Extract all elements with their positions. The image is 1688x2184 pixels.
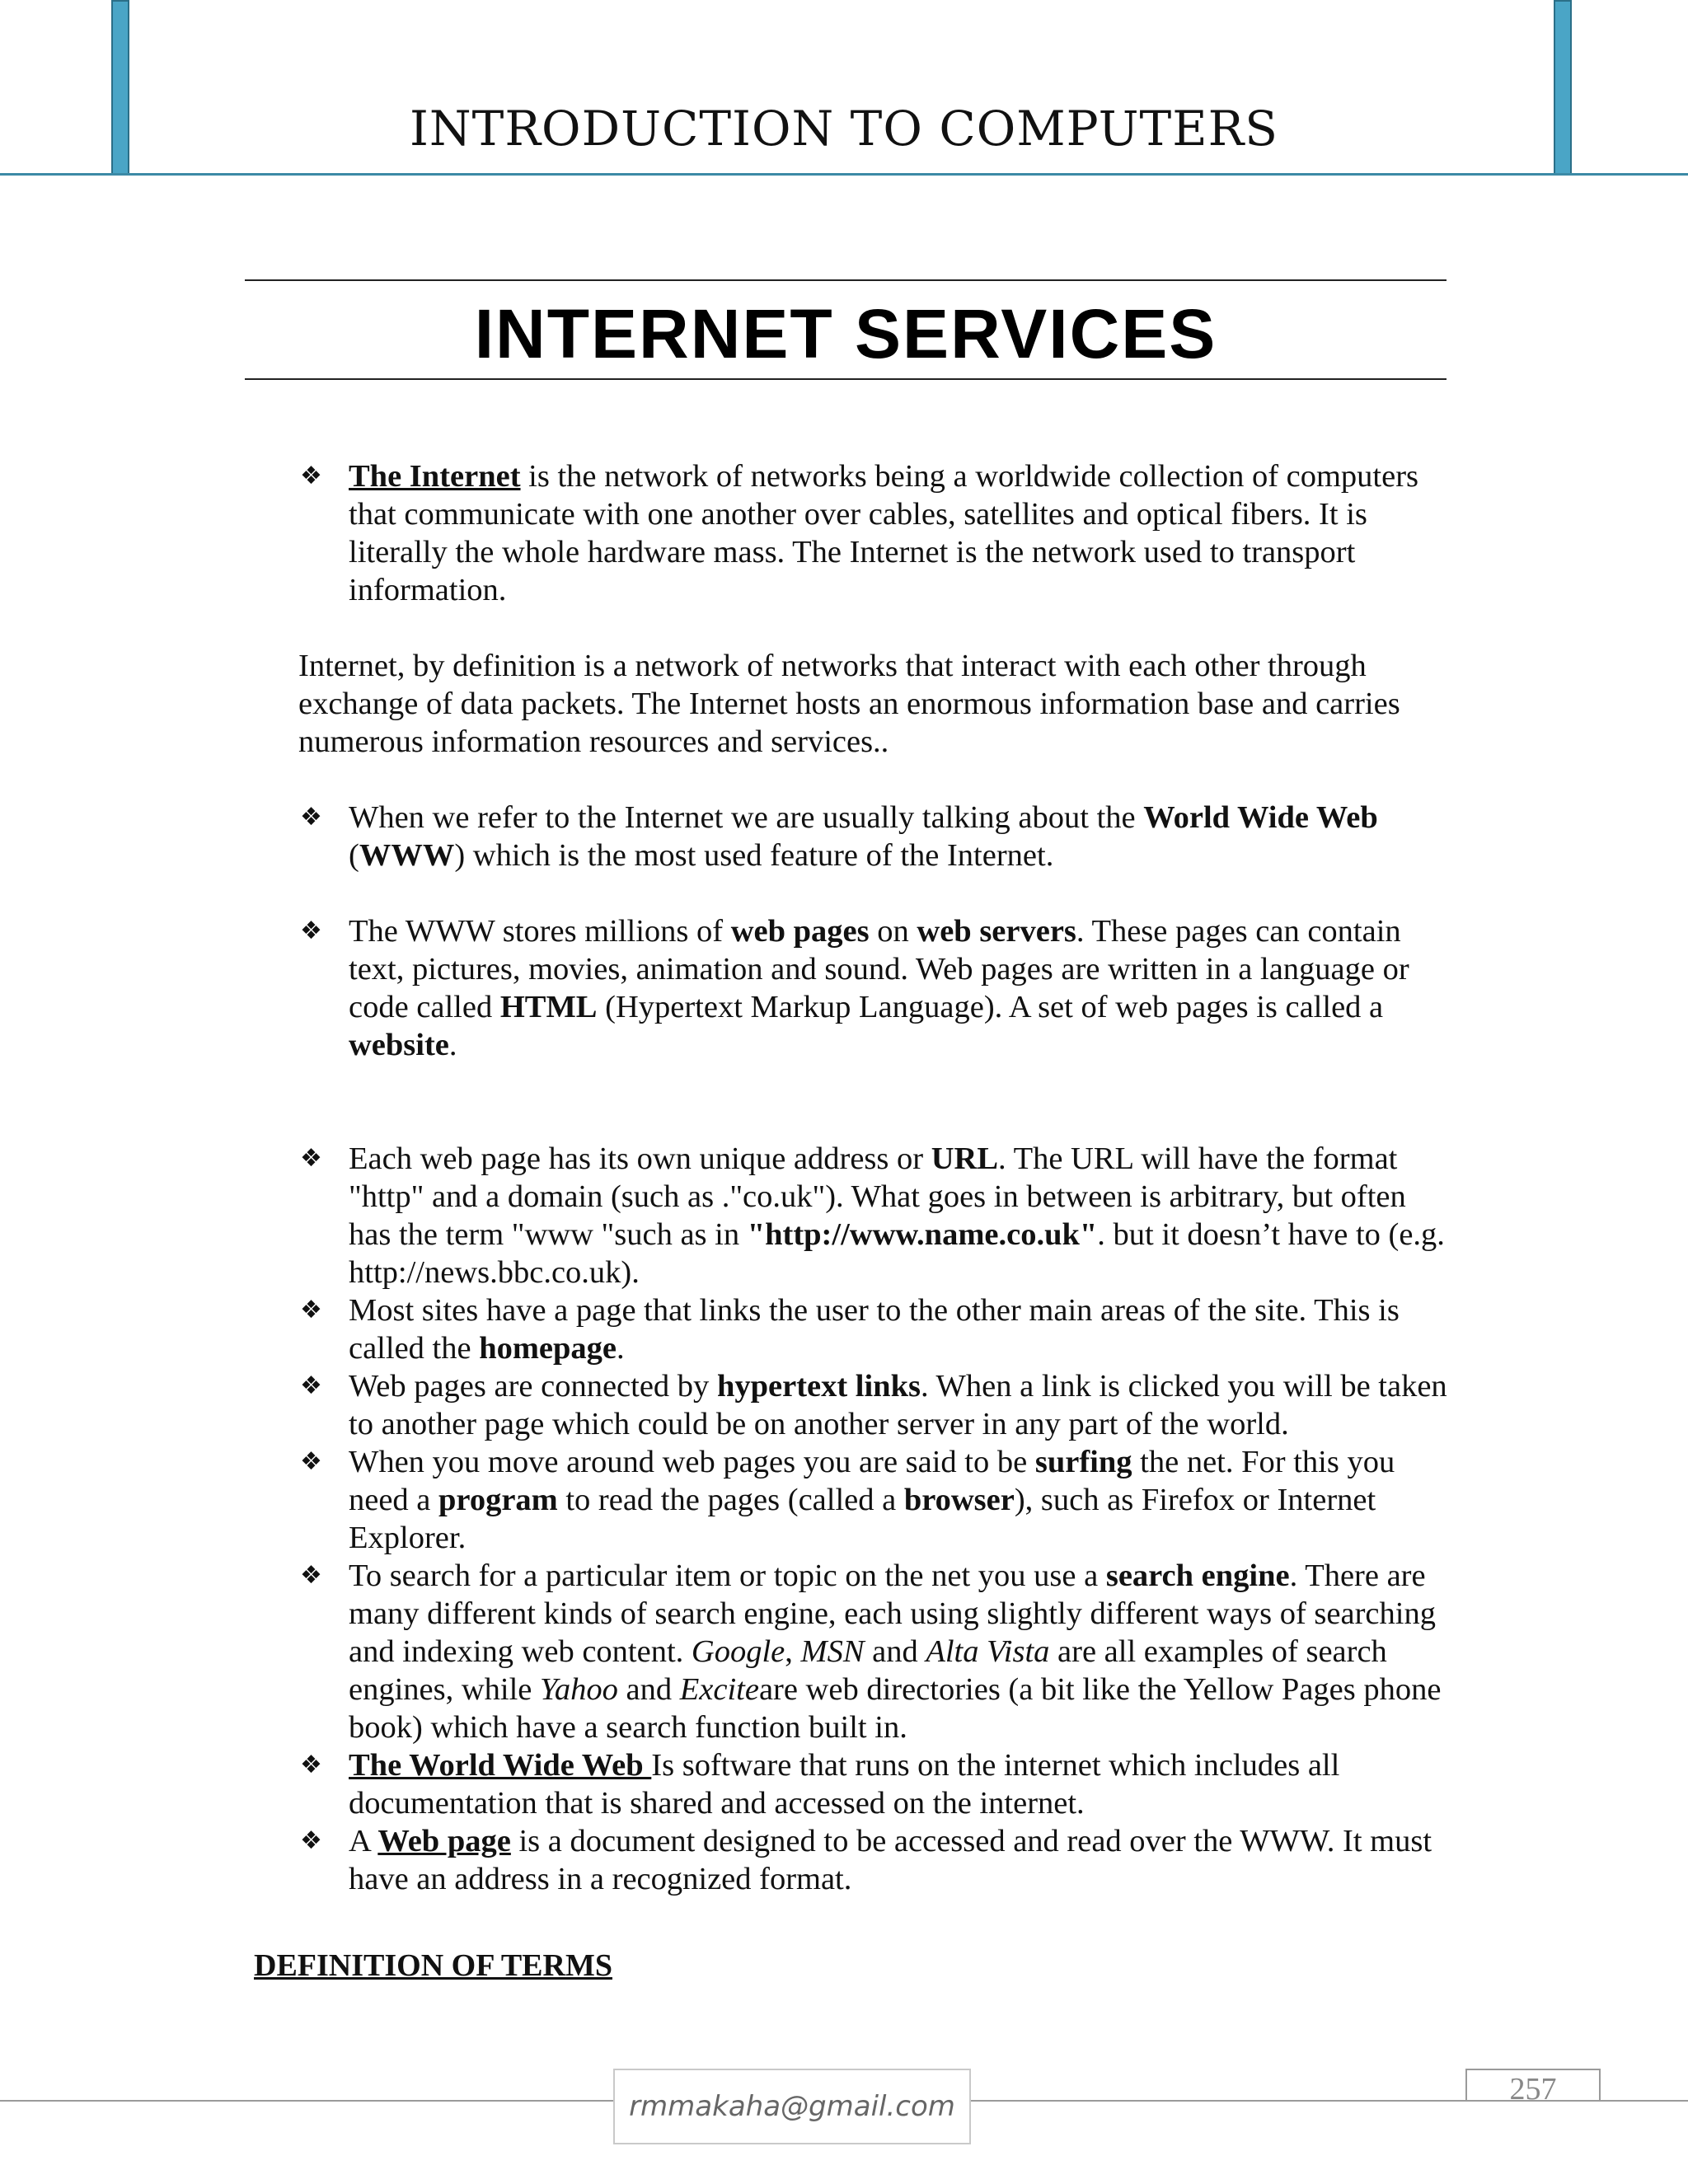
text-run: The World Wide Web — [349, 1748, 652, 1783]
text-run: . When a link is clicked you will be taken to another page which could be on another server in any part of the world. — [349, 1369, 1447, 1441]
text-run: . The URL will have the format "http" and a domain (such as ."co.uk"). What goes in between is arbitrary, but often has the term "www "such as in — [349, 1141, 1406, 1252]
bullet-item — [298, 1140, 1452, 1291]
diamond-bullet-icon: ❖ — [300, 803, 322, 832]
diamond-bullet-icon: ❖ — [300, 1144, 322, 1173]
diamond-bullet-icon: ❖ — [300, 1447, 322, 1476]
bullet-item — [298, 457, 1452, 609]
item-text — [349, 1293, 1400, 1366]
section-title-rule-bottom — [245, 378, 1447, 380]
text-run: Each web page has its own unique address or — [349, 1141, 931, 1176]
diamond-bullet-icon: ❖ — [300, 1561, 322, 1590]
section-title: INTERNET SERVICES — [474, 295, 1217, 373]
text-run: . — [617, 1331, 625, 1366]
text-run: . These pages can contain text, pictures, movies, animation and sound. Web pages are written in a language or code called — [349, 914, 1409, 1024]
text-run: is a document designed to be accessed and read over the WWW. It must have an address in a recognized format. — [349, 1824, 1432, 1896]
page-number: 257 — [1509, 2072, 1557, 2107]
item-text — [349, 1369, 1447, 1441]
bullet-item — [298, 1746, 1452, 1822]
text-run: To search for a particular item or topic on the net you use a — [349, 1558, 1106, 1593]
text-run: Most sites have a page that links the user to the other main areas of the site. This is called the — [349, 1293, 1400, 1366]
text-run: is the network of networks being a worldwide collection of computers that communicate with one another over cables, satellites and optical fibers. It is literally the whole hardware mass. The Internet is the network used to transport information. — [349, 459, 1419, 607]
text-run: are web directories (a bit like the Yellow Pages phone book) which have a search function built in. — [349, 1672, 1442, 1745]
text-run: Web pages are connected by — [349, 1369, 717, 1404]
text-run: Alta Vista — [926, 1634, 1050, 1669]
text-run: website — [349, 1028, 449, 1062]
text-run: homepage — [479, 1331, 617, 1366]
text-run: A — [349, 1824, 378, 1858]
text-run: ), such as Firefox or Internet Explorer. — [349, 1483, 1376, 1555]
body-content — [298, 457, 1452, 1898]
diamond-bullet-icon: ❖ — [300, 462, 322, 490]
running-header-title: INTRODUCTION TO COMPUTERS — [410, 101, 1278, 157]
text-run: Google — [691, 1634, 785, 1669]
text-run: "http://www.name.co.uk" — [747, 1217, 1098, 1252]
bullet-item — [298, 799, 1452, 874]
diamond-bullet-icon: ❖ — [300, 1750, 322, 1779]
item-text — [349, 459, 1418, 607]
diamond-bullet-icon: ❖ — [300, 916, 322, 945]
paragraph — [298, 647, 1452, 761]
text-run: . — [448, 1028, 457, 1062]
text-run: . There are many different kinds of search engine, each using slightly different ways of searching and indexing web content. — [349, 1558, 1436, 1669]
text-run: The Internet — [349, 459, 521, 494]
text-run: web pages — [730, 914, 870, 949]
text-run: surfing — [1034, 1445, 1132, 1479]
header-rule — [0, 173, 1688, 176]
footer-email: rmmakaha@gmail.com — [613, 2069, 971, 2144]
bullet-item — [298, 1822, 1452, 1898]
text-run: WWW — [359, 838, 455, 873]
text-run: World Wide Web — [1143, 800, 1378, 835]
item-text — [349, 1445, 1395, 1555]
diamond-bullet-icon: ❖ — [300, 1371, 322, 1400]
text-run: and — [864, 1634, 926, 1669]
text-run: The WWW stores millions of — [349, 914, 731, 949]
text-run: program — [438, 1483, 558, 1517]
text-run: , — [785, 1634, 801, 1669]
text-run: search engine — [1105, 1558, 1290, 1593]
text-run: web servers — [917, 914, 1076, 949]
text-run: Web page — [377, 1824, 511, 1858]
text-run: Yahoo — [540, 1672, 618, 1707]
text-run: on — [869, 914, 917, 949]
text-run: to read the pages (called a — [557, 1483, 904, 1517]
diamond-bullet-icon: ❖ — [300, 1296, 322, 1324]
text-run: HTML — [499, 990, 598, 1024]
text-run: Internet, by definition is a network of networks that interact with each other through exchange of data packets. The Internet hosts an enormous information base and carries numerous information resources and services.. — [298, 649, 1400, 759]
text-run: and — [617, 1672, 680, 1707]
bullet-item — [298, 1367, 1452, 1443]
text-run: Is software that runs on the internet which includes all documentation that is shared and accessed on the internet. — [349, 1748, 1340, 1821]
item-text — [349, 1748, 1339, 1821]
bullet-item — [298, 912, 1452, 1064]
bullet-item — [298, 1557, 1452, 1746]
item-text — [349, 914, 1409, 1062]
item-text — [349, 1141, 1445, 1290]
text-run: hypertext links — [716, 1369, 921, 1404]
item-text — [349, 1558, 1441, 1745]
definition-of-terms-heading: DEFINITION OF TERMS — [254, 1948, 612, 1983]
text-run: ( — [349, 838, 359, 873]
text-run: the net. For this you need a — [349, 1445, 1395, 1517]
text-run: When we refer to the Internet we are usually talking about the — [349, 800, 1144, 835]
text-run: ) which is the most used feature of the Internet. — [454, 838, 1054, 873]
item-text — [298, 649, 1400, 759]
text-run: Excite — [679, 1672, 759, 1707]
item-text — [349, 800, 1378, 873]
bullet-item — [298, 1291, 1452, 1367]
section-title-rule-top — [245, 279, 1447, 281]
text-run: (Hypertext Markup Language). A set of web pages is called a — [597, 990, 1384, 1024]
text-run: . but it doesn’t have to (e.g. http://news.bbc.co.uk). — [349, 1217, 1445, 1290]
bullet-item — [298, 1443, 1452, 1557]
text-run: URL — [931, 1141, 999, 1176]
text-run: MSN — [800, 1634, 865, 1669]
text-run: When you move around web pages you are said to be — [349, 1445, 1035, 1479]
text-run: are all examples of search engines, while — [349, 1634, 1387, 1707]
diamond-bullet-icon: ❖ — [300, 1826, 322, 1855]
text-run: browser — [903, 1483, 1015, 1517]
item-text — [349, 1824, 1432, 1896]
